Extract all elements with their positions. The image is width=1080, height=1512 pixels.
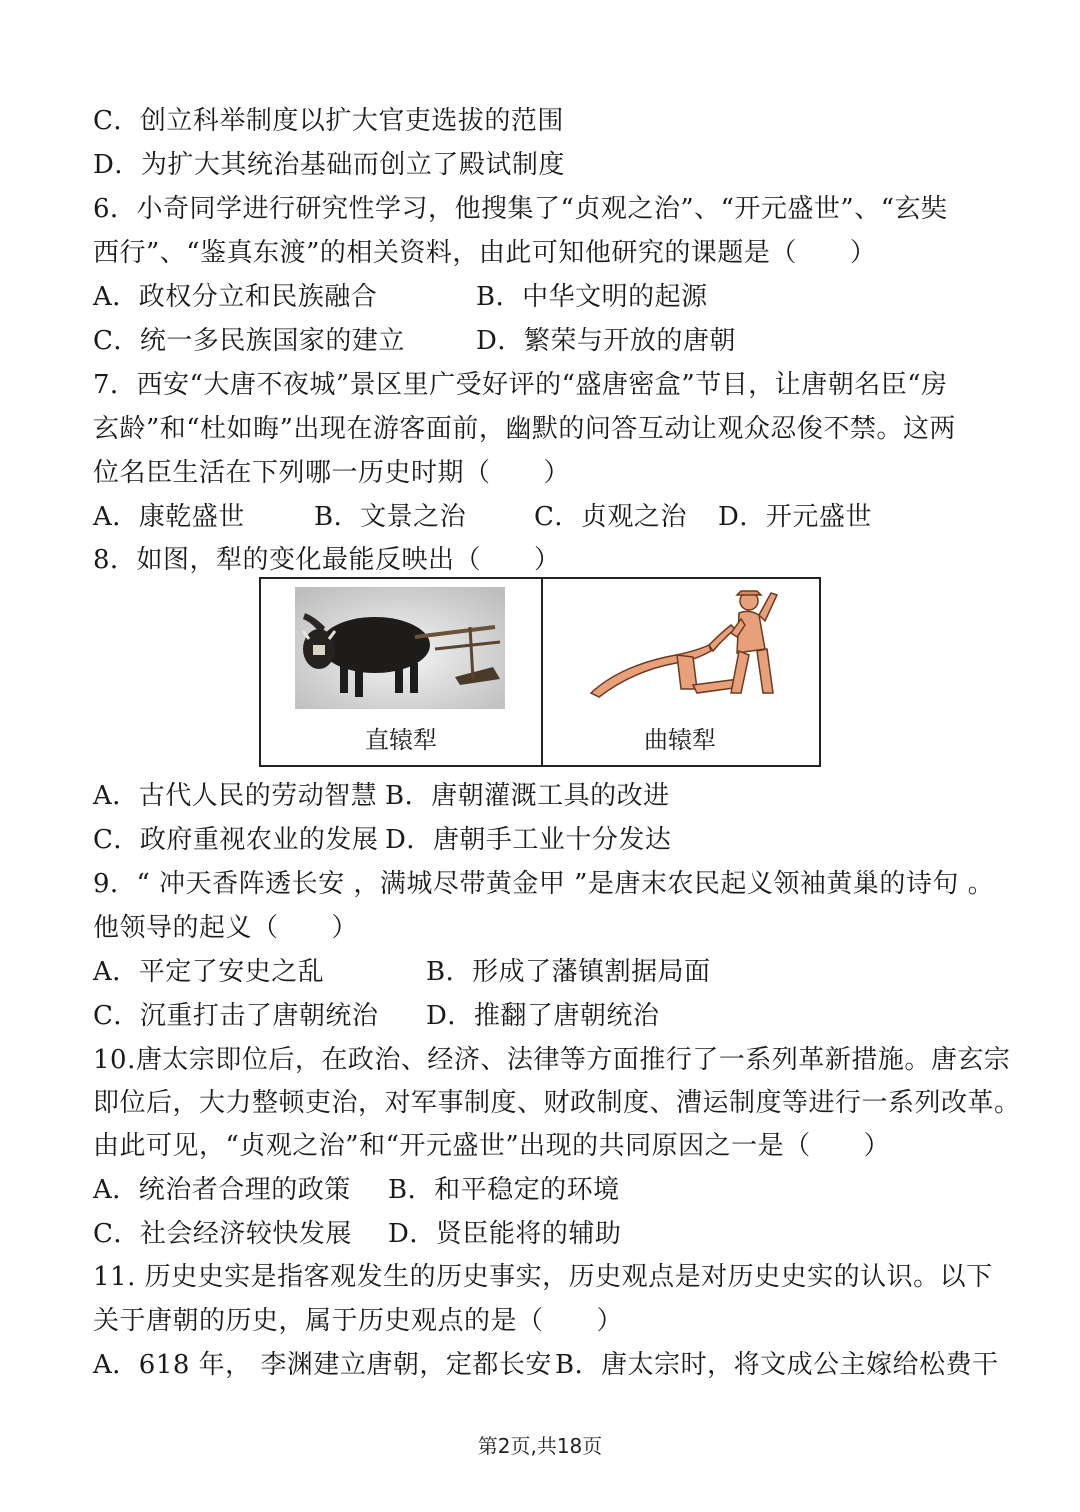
q7-text-line-1: 7．西安“大唐不夜城”景区里广受好评的“盛唐密盒”节目，让唐朝名臣“房 [93, 370, 948, 400]
q10-option-a: A．统治者合理的政策 [93, 1175, 351, 1205]
q8-option-d: D．唐朝手工业十分发达 [385, 825, 672, 855]
q8-option-b: B．唐朝灌溉工具的改进 [385, 781, 670, 811]
q9-option-a: A．平定了安史之乱 [93, 957, 325, 987]
q6-text-line-1: 6．小奇同学进行研究性学习，他搜集了“贞观之治”、“开元盛世”、“玄奘 [93, 194, 948, 224]
q5-option-d: D．为扩大其统治基础而创立了殿试制度 [93, 150, 565, 180]
q9-text-line-1: 9．“ 冲天香阵透长安 ，满城尽带黄金甲 ”是唐末农民起义领袖黄巢的诗句 。 [93, 869, 995, 899]
q9-text-line-2: 他领导的起义（ ） [93, 913, 359, 943]
q6-option-c: C．统一多民族国家的建立 [93, 326, 405, 356]
q11-option-b: B．唐太宗时，将文成公主嫁给松费干 [555, 1350, 999, 1380]
curved-plough-cell [541, 579, 819, 765]
plough-figure [259, 577, 821, 767]
straight-plough-ox-image [295, 587, 505, 709]
q6-option-b: B．中华文明的起源 [476, 282, 708, 312]
q8-text-line-1: 8．如图，犁的变化最能反映出（ ） [93, 545, 561, 575]
q7-text-line-3: 位名臣生活在下列哪一历史时期（ ） [93, 458, 571, 488]
q7-text-line-2: 玄龄”和“杜如晦”出现在游客面前，幽默的问答互动让观众忍俊不禁。这两 [93, 414, 956, 444]
curved-plough-caption: 曲辕犁 [644, 726, 716, 754]
q10-text-line-3: 由此可见，“贞观之治”和“开元盛世”出现的共同原因之一是（ ） [93, 1131, 891, 1161]
q9-option-b: B．形成了藩镇割据局面 [426, 957, 711, 987]
q10-option-d: D．贤臣能将的辅助 [388, 1219, 622, 1249]
q10-option-b: B．和平稳定的环境 [388, 1175, 620, 1205]
q6-option-a: A．政权分立和民族融合 [93, 282, 378, 312]
straight-plough-caption: 直辕犁 [365, 726, 437, 754]
page-number-footer: 第2页,共18页 [477, 1434, 603, 1458]
q9-option-c: C．沉重打击了唐朝统治 [93, 1001, 379, 1031]
q11-text-line-2: 关于唐朝的历史，属于历史观点的是（ ） [93, 1306, 624, 1336]
q11-text-line-1: 11. 历史史实是指客观发生的历史事实，历史观点是对历史史实的认识。以下 [93, 1262, 993, 1292]
q9-option-d: D．推翻了唐朝统治 [426, 1001, 660, 1031]
q7-option-b: B．文景之治 [314, 502, 467, 532]
q7-option-a: A．康乾盛世 [93, 502, 245, 532]
q10-option-c: C．社会经济较快发展 [93, 1219, 352, 1249]
q5-option-c: C．创立科举制度以扩大官吏选拔的范围 [93, 106, 564, 136]
q6-option-d: D．繁荣与开放的唐朝 [476, 326, 736, 356]
straight-plough-cell [261, 579, 543, 765]
q7-option-d: D．开元盛世 [718, 502, 872, 532]
curved-plough-farmer-image [581, 585, 791, 707]
q7-option-c: C．贞观之治 [534, 502, 687, 532]
q11-option-a: A．618 年， 李渊建立唐朝，定都长安 [93, 1350, 552, 1380]
q10-text-line-2: 即位后，大力整顿吏治，对军事制度、财政制度、漕运制度等进行一系列改革。 [93, 1088, 1021, 1118]
q8-option-a: A．古代人民的劳动智慧 [93, 781, 378, 811]
q10-text-line-1: 10.唐太宗即位后，在政治、经济、法律等方面推行了一系列革新措施。唐玄宗 [93, 1045, 1011, 1075]
q6-text-line-2: 西行”、“鉴真东渡”的相关资料，由此可知他研究的课题是（ ） [93, 238, 877, 268]
q8-option-c: C．政府重视农业的发展 [93, 825, 379, 855]
